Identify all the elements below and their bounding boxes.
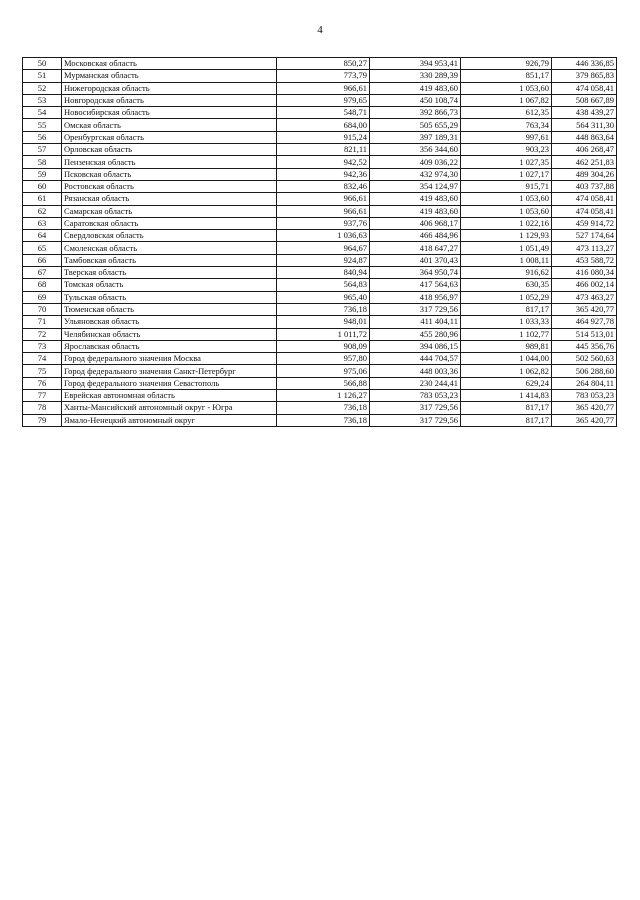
region-name-cell: Ростовская область (62, 180, 277, 192)
value-col-4-cell: 406 268,47 (552, 144, 617, 156)
value-col-1-cell: 966,61 (277, 193, 370, 205)
value-col-4-cell: 506 288,60 (552, 365, 617, 377)
value-col-4-cell: 379 865,83 (552, 70, 617, 82)
table-row (23, 94, 617, 106)
value-col-2-cell: 356 344,60 (370, 144, 461, 156)
row-number-cell: 70 (23, 303, 62, 315)
value-col-3-cell: 916,62 (461, 267, 552, 279)
row-number-cell: 51 (23, 70, 62, 82)
row-number-cell: 55 (23, 119, 62, 131)
row-number-cell: 69 (23, 291, 62, 303)
region-name-cell: Пензенская область (62, 156, 277, 168)
value-col-1-cell: 564,83 (277, 279, 370, 291)
table-row (23, 131, 617, 143)
region-name-cell: Челябинская область (62, 328, 277, 340)
data-table (22, 57, 617, 427)
table-row (23, 303, 617, 315)
value-col-3-cell: 1 022,16 (461, 217, 552, 229)
value-col-1-cell: 548,71 (277, 107, 370, 119)
value-col-1-cell: 942,52 (277, 156, 370, 168)
region-name-cell: Мурманская область (62, 70, 277, 82)
region-name-cell: Смоленская область (62, 242, 277, 254)
value-col-3-cell: 1 027,35 (461, 156, 552, 168)
value-col-2-cell: 409 036,22 (370, 156, 461, 168)
region-name-cell: Новосибирская область (62, 107, 277, 119)
value-col-3-cell: 763,34 (461, 119, 552, 131)
value-col-2-cell: 419 483,60 (370, 205, 461, 217)
row-number-cell: 74 (23, 353, 62, 365)
row-number-cell: 63 (23, 217, 62, 229)
row-number-cell: 66 (23, 254, 62, 266)
table-row (23, 230, 617, 242)
row-number-cell: 58 (23, 156, 62, 168)
value-col-4-cell: 489 304,26 (552, 168, 617, 180)
value-col-3-cell: 1 053,60 (461, 205, 552, 217)
table-row (23, 217, 617, 229)
region-name-cell: Свердловская область (62, 230, 277, 242)
table-row (23, 377, 617, 389)
table-row (23, 316, 617, 328)
page-number: 4 (317, 24, 323, 36)
value-col-3-cell: 1 053,60 (461, 193, 552, 205)
region-name-cell: Орловская область (62, 144, 277, 156)
value-col-3-cell: 1 053,60 (461, 82, 552, 94)
region-name-cell: Тверская область (62, 267, 277, 279)
region-name-cell: Ханты-Мансийский автономный округ - Югра (62, 402, 277, 414)
value-col-3-cell: 817,17 (461, 414, 552, 426)
value-col-4-cell: 474 058,41 (552, 82, 617, 94)
row-number-cell: 64 (23, 230, 62, 242)
value-col-3-cell: 926,79 (461, 58, 552, 70)
table-row (23, 107, 617, 119)
table-row (23, 82, 617, 94)
table-row (23, 414, 617, 426)
row-number-cell: 50 (23, 58, 62, 70)
value-col-1-cell: 821,11 (277, 144, 370, 156)
value-col-1-cell: 915,24 (277, 131, 370, 143)
value-col-2-cell: 330 289,39 (370, 70, 461, 82)
value-col-1-cell: 957,80 (277, 353, 370, 365)
value-col-4-cell: 446 336,85 (552, 58, 617, 70)
row-number-cell: 76 (23, 377, 62, 389)
row-number-cell: 56 (23, 131, 62, 143)
row-number-cell: 75 (23, 365, 62, 377)
table-row (23, 267, 617, 279)
value-col-4-cell: 438 439,27 (552, 107, 617, 119)
value-col-4-cell: 462 251,83 (552, 156, 617, 168)
value-col-2-cell: 417 564,63 (370, 279, 461, 291)
value-col-3-cell: 1 033,33 (461, 316, 552, 328)
value-col-4-cell: 464 927,78 (552, 316, 617, 328)
table-row (23, 119, 617, 131)
value-col-2-cell: 419 483,60 (370, 193, 461, 205)
value-col-2-cell: 466 484,96 (370, 230, 461, 242)
value-col-3-cell: 1 052,29 (461, 291, 552, 303)
value-col-1-cell: 850,27 (277, 58, 370, 70)
table-row (23, 353, 617, 365)
value-col-4-cell: 365 420,77 (552, 303, 617, 315)
value-col-1-cell: 1 126,27 (277, 390, 370, 402)
region-name-cell: Нижегородская область (62, 82, 277, 94)
value-col-4-cell: 264 804,11 (552, 377, 617, 389)
value-col-4-cell: 473 113,27 (552, 242, 617, 254)
region-name-cell: Оренбургская область (62, 131, 277, 143)
value-col-2-cell: 401 370,43 (370, 254, 461, 266)
row-number-cell: 78 (23, 402, 62, 414)
row-number-cell: 73 (23, 340, 62, 352)
value-col-1-cell: 908,09 (277, 340, 370, 352)
row-number-cell: 59 (23, 168, 62, 180)
value-col-3-cell: 1 008,11 (461, 254, 552, 266)
region-name-cell: Ульяновская область (62, 316, 277, 328)
row-number-cell: 68 (23, 279, 62, 291)
value-col-4-cell: 403 737,88 (552, 180, 617, 192)
value-col-3-cell: 1 102,77 (461, 328, 552, 340)
table-row (23, 390, 617, 402)
value-col-1-cell: 966,61 (277, 82, 370, 94)
value-col-2-cell: 411 404,11 (370, 316, 461, 328)
value-col-4-cell: 473 463,27 (552, 291, 617, 303)
value-col-4-cell: 466 002,14 (552, 279, 617, 291)
value-col-4-cell: 365 420,77 (552, 414, 617, 426)
region-name-cell: Ярославская область (62, 340, 277, 352)
value-col-1-cell: 975,06 (277, 365, 370, 377)
row-number-cell: 79 (23, 414, 62, 426)
value-col-3-cell: 817,17 (461, 303, 552, 315)
value-col-1-cell: 1 011,72 (277, 328, 370, 340)
value-col-3-cell: 997,61 (461, 131, 552, 143)
value-col-3-cell: 612,35 (461, 107, 552, 119)
region-name-cell: Город федерального значения Москва (62, 353, 277, 365)
value-col-1-cell: 1 036,63 (277, 230, 370, 242)
value-col-2-cell: 354 124,97 (370, 180, 461, 192)
row-number-cell: 77 (23, 390, 62, 402)
table-row (23, 180, 617, 192)
value-col-3-cell: 915,71 (461, 180, 552, 192)
row-number-cell: 60 (23, 180, 62, 192)
value-col-2-cell: 419 483,60 (370, 82, 461, 94)
value-col-4-cell: 445 356,76 (552, 340, 617, 352)
value-col-1-cell: 840,94 (277, 267, 370, 279)
value-col-2-cell: 230 244,41 (370, 377, 461, 389)
value-col-1-cell: 773,79 (277, 70, 370, 82)
row-number-cell: 61 (23, 193, 62, 205)
value-col-1-cell: 966,61 (277, 205, 370, 217)
table-row (23, 254, 617, 266)
region-name-cell: Ямало-Ненецкий автономный округ (62, 414, 277, 426)
value-col-2-cell: 317 729,56 (370, 402, 461, 414)
table-row (23, 193, 617, 205)
value-col-2-cell: 432 974,30 (370, 168, 461, 180)
value-col-3-cell: 1 067,82 (461, 94, 552, 106)
value-col-2-cell: 505 655,29 (370, 119, 461, 131)
region-name-cell: Город федерального значения Санкт-Петербург (62, 365, 277, 377)
table-row (23, 291, 617, 303)
row-number-cell: 62 (23, 205, 62, 217)
value-col-3-cell: 1 129,93 (461, 230, 552, 242)
region-name-cell: Город федерального значения Севастополь (62, 377, 277, 389)
table-row (23, 279, 617, 291)
value-col-1-cell: 965,40 (277, 291, 370, 303)
region-name-cell: Псковская область (62, 168, 277, 180)
region-name-cell: Тамбовская область (62, 254, 277, 266)
value-col-3-cell: 1 414,83 (461, 390, 552, 402)
value-col-2-cell: 448 003,36 (370, 365, 461, 377)
region-name-cell: Еврейская автономная область (62, 390, 277, 402)
value-col-4-cell: 416 080,34 (552, 267, 617, 279)
row-number-cell: 65 (23, 242, 62, 254)
row-number-cell: 71 (23, 316, 62, 328)
value-col-2-cell: 317 729,56 (370, 303, 461, 315)
table-body (23, 58, 617, 427)
value-col-4-cell: 502 560,63 (552, 353, 617, 365)
value-col-2-cell: 444 704,57 (370, 353, 461, 365)
value-col-4-cell: 474 058,41 (552, 193, 617, 205)
value-col-4-cell: 514 513,01 (552, 328, 617, 340)
value-col-1-cell: 736,18 (277, 402, 370, 414)
value-col-3-cell: 817,17 (461, 402, 552, 414)
value-col-4-cell: 448 863,64 (552, 131, 617, 143)
table-row (23, 340, 617, 352)
row-number-cell: 54 (23, 107, 62, 119)
value-col-3-cell: 903,23 (461, 144, 552, 156)
value-col-4-cell: 508 667,89 (552, 94, 617, 106)
value-col-2-cell: 364 950,74 (370, 267, 461, 279)
table-row (23, 144, 617, 156)
value-col-4-cell: 474 058,41 (552, 205, 617, 217)
value-col-2-cell: 455 280,96 (370, 328, 461, 340)
table-row (23, 156, 617, 168)
value-col-2-cell: 397 189,31 (370, 131, 461, 143)
table-row (23, 242, 617, 254)
value-col-1-cell: 832,46 (277, 180, 370, 192)
value-col-2-cell: 418 956,97 (370, 291, 461, 303)
row-number-cell: 53 (23, 94, 62, 106)
table-row (23, 328, 617, 340)
value-col-3-cell: 1 027,17 (461, 168, 552, 180)
region-name-cell: Томская область (62, 279, 277, 291)
region-name-cell: Новгородская область (62, 94, 277, 106)
region-name-cell: Тульская область (62, 291, 277, 303)
table-row (23, 70, 617, 82)
value-col-4-cell: 564 311,30 (552, 119, 617, 131)
region-name-cell: Омская область (62, 119, 277, 131)
value-col-2-cell: 394 086,15 (370, 340, 461, 352)
value-col-2-cell: 406 968,17 (370, 217, 461, 229)
value-col-1-cell: 736,18 (277, 303, 370, 315)
value-col-2-cell: 418 647,27 (370, 242, 461, 254)
region-name-cell: Рязанская область (62, 193, 277, 205)
region-name-cell: Саратовская область (62, 217, 277, 229)
region-name-cell: Тюменская область (62, 303, 277, 315)
value-col-1-cell: 736,18 (277, 414, 370, 426)
row-number-cell: 57 (23, 144, 62, 156)
value-col-3-cell: 989,81 (461, 340, 552, 352)
value-col-2-cell: 394 953,41 (370, 58, 461, 70)
value-col-3-cell: 1 062,82 (461, 365, 552, 377)
value-col-3-cell: 629,24 (461, 377, 552, 389)
value-col-1-cell: 948,01 (277, 316, 370, 328)
value-col-2-cell: 392 866,73 (370, 107, 461, 119)
value-col-3-cell: 851,17 (461, 70, 552, 82)
value-col-4-cell: 783 053,23 (552, 390, 617, 402)
value-col-4-cell: 527 174,64 (552, 230, 617, 242)
table-row (23, 402, 617, 414)
table-row (23, 365, 617, 377)
region-name-cell: Московская область (62, 58, 277, 70)
value-col-2-cell: 317 729,56 (370, 414, 461, 426)
table-row (23, 205, 617, 217)
value-col-4-cell: 365 420,77 (552, 402, 617, 414)
value-col-2-cell: 783 053,23 (370, 390, 461, 402)
value-col-1-cell: 924,87 (277, 254, 370, 266)
table-row (23, 168, 617, 180)
value-col-3-cell: 630,35 (461, 279, 552, 291)
value-col-1-cell: 964,67 (277, 242, 370, 254)
row-number-cell: 72 (23, 328, 62, 340)
value-col-1-cell: 979,65 (277, 94, 370, 106)
row-number-cell: 52 (23, 82, 62, 94)
value-col-4-cell: 459 914,72 (552, 217, 617, 229)
value-col-1-cell: 684,00 (277, 119, 370, 131)
value-col-1-cell: 942,36 (277, 168, 370, 180)
row-number-cell: 67 (23, 267, 62, 279)
table-row (23, 58, 617, 70)
value-col-3-cell: 1 051,49 (461, 242, 552, 254)
value-col-1-cell: 937,76 (277, 217, 370, 229)
value-col-1-cell: 566,88 (277, 377, 370, 389)
value-col-3-cell: 1 044,00 (461, 353, 552, 365)
region-name-cell: Самарская область (62, 205, 277, 217)
value-col-4-cell: 453 588,72 (552, 254, 617, 266)
value-col-2-cell: 450 108,74 (370, 94, 461, 106)
